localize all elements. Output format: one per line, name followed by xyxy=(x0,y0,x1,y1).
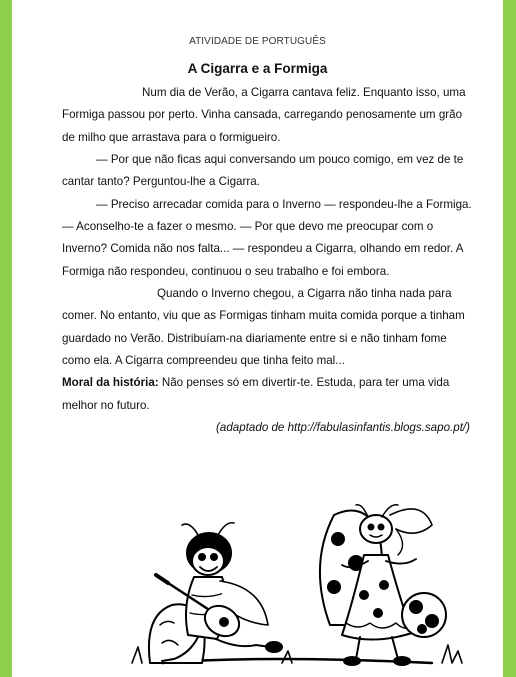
paragraph-4: Quando o Inverno chegou, a Cigarra não tinha nada para comer. No entanto, viu que as Formigas tinham muita comida porque a tinham guardado no Verão. Distribuíam-na diariamente entre si e não tinham fome como ela. A Cigarra compreendeu que tinha feito mal... xyxy=(62,287,465,368)
moral-text: Não penses só em divertir-te. Estuda, para ter uma vida melhor no futuro. xyxy=(62,376,450,412)
moral-line xyxy=(62,372,472,417)
worksheet-header: ATIVIDADE DE PORTUGUÊS xyxy=(189,36,326,47)
cicada-and-ant-illustration xyxy=(12,495,503,670)
paragraph-1: Num dia de Verão, a Cigarra cantava feliz. Enquanto isso, uma Formiga passou por perto. Vinha cansada, carregando penosamente um grão de milho que arrastava para o formigueiro. xyxy=(62,86,466,144)
moral-label: Moral da história: xyxy=(62,376,159,390)
paragraph-2: — Por que não ficas aqui conversando um pouco comigo, em vez de te cantar tanto? Perguntou-lhe a Cigarra. xyxy=(62,153,464,189)
story-title: A Cigarra e a Formiga xyxy=(187,61,328,76)
worksheet-page xyxy=(12,0,503,677)
source-citation: (adaptado de http://fabulasinfantis.blogs.sapo.pt/) xyxy=(216,421,470,435)
story-body xyxy=(62,82,472,440)
paragraph-3: — Preciso arrecadar comida para o Inverno — respondeu-lhe a Formiga. — Aconselho-te a fazer o mesmo. — Por que devo me preocupar com o Inverno? Comida não nos falta... — respondeu a Cigarra, olhando em redor. A Formiga não respondeu, continuou o seu trabalho e foi embora. xyxy=(62,197,472,278)
